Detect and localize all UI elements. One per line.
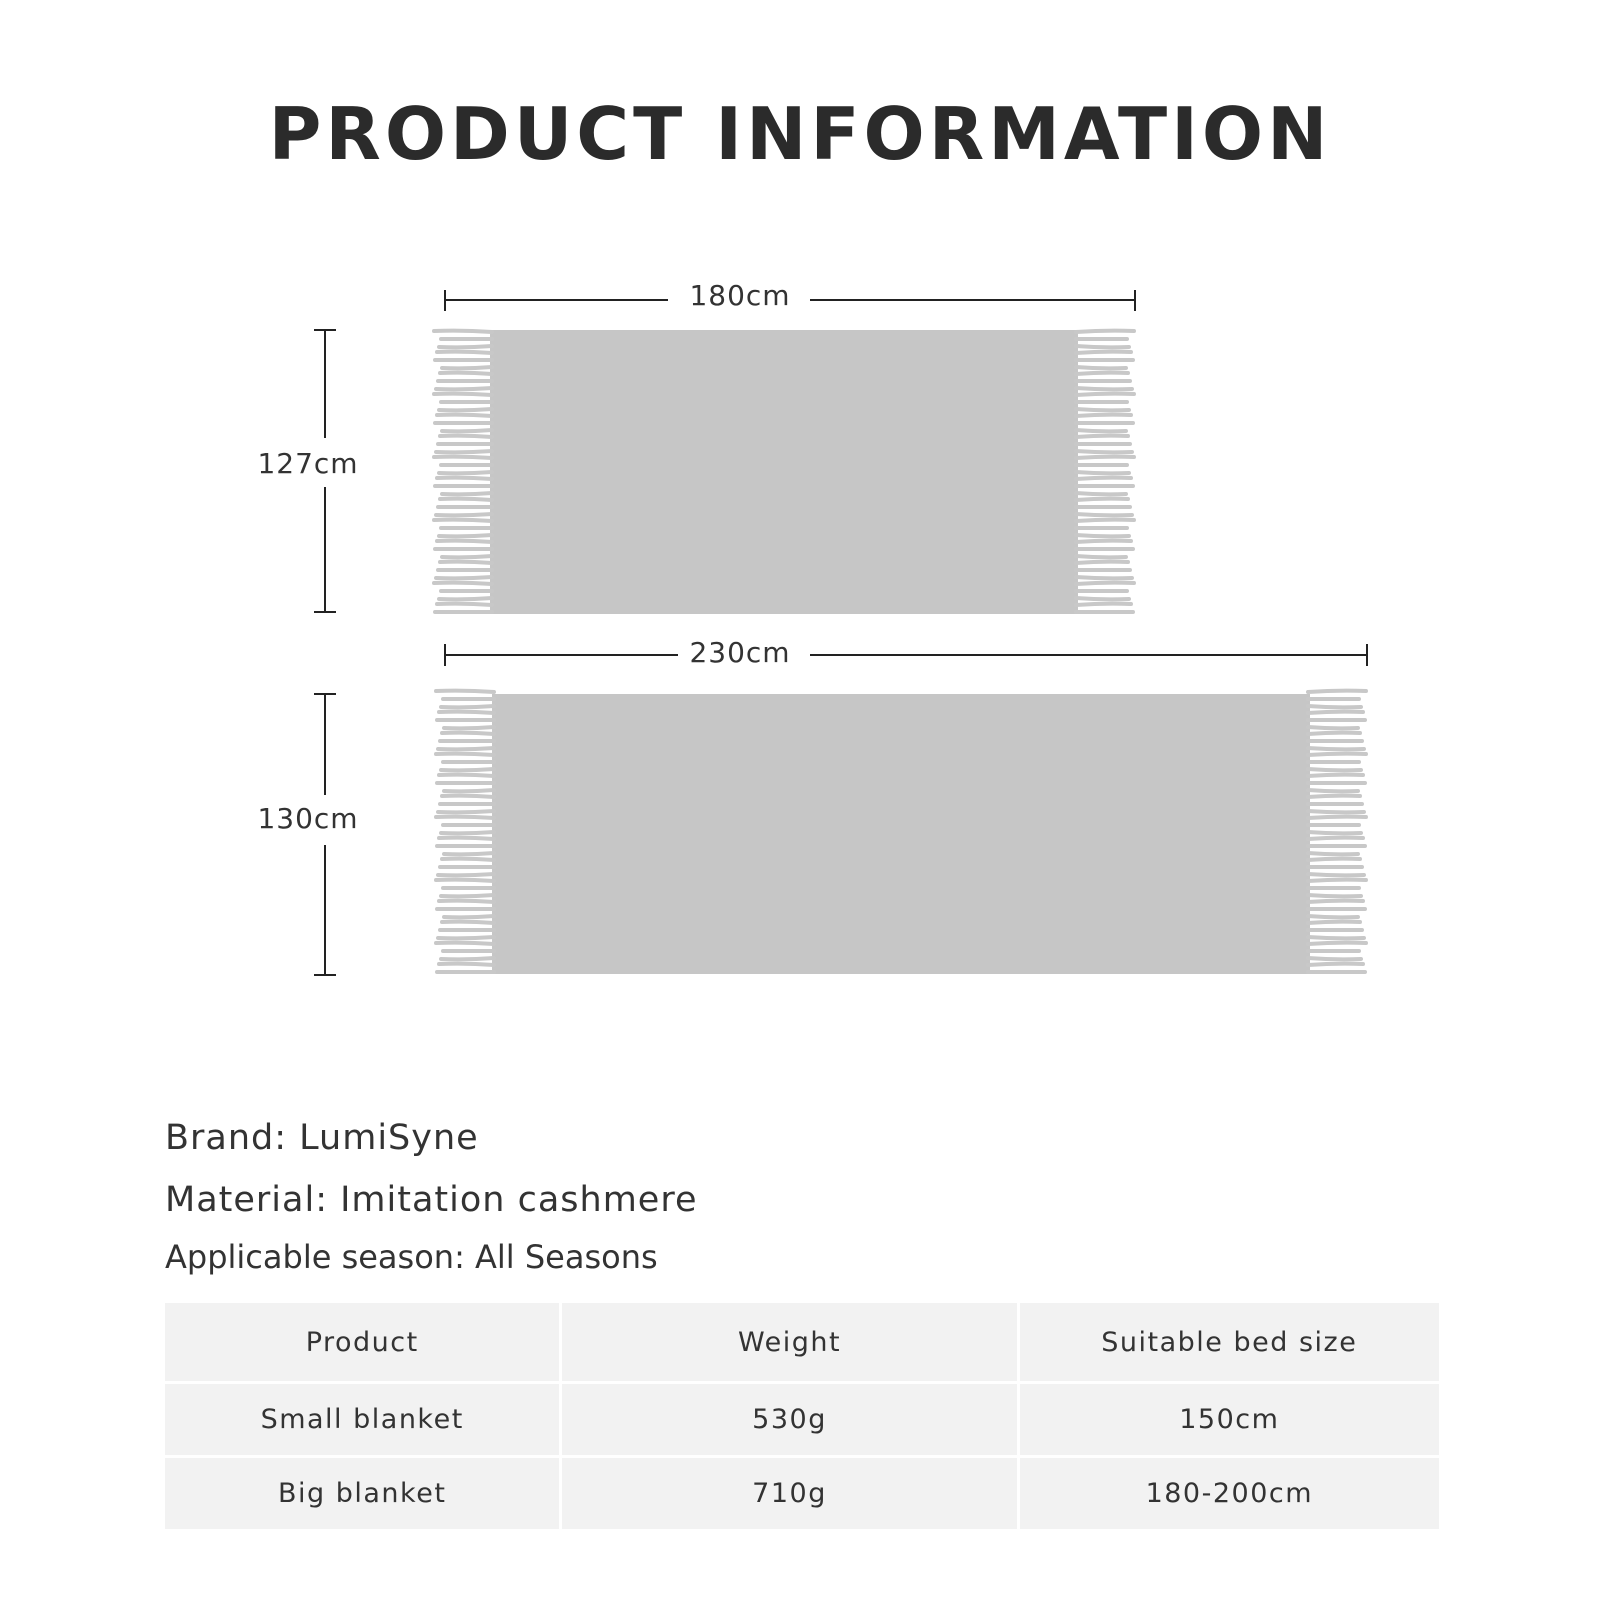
fringe-strand xyxy=(1308,838,1363,839)
fringe-strand xyxy=(1308,895,1361,896)
fringe-strand xyxy=(434,583,492,584)
fringe-strand xyxy=(437,604,492,605)
fringe-strand xyxy=(1076,373,1128,374)
fringe-strand xyxy=(436,514,492,515)
fringe-strand xyxy=(439,346,492,347)
fringe-strand xyxy=(440,562,492,563)
fringe-strand xyxy=(1076,388,1132,389)
fringe-strand xyxy=(442,493,492,494)
fringe-strand xyxy=(439,838,494,839)
fringe-strand xyxy=(441,958,494,959)
table-cell: Big blanket xyxy=(165,1458,559,1529)
fringe-strand xyxy=(444,790,494,791)
fringe-strand xyxy=(436,388,492,389)
fringe-strand xyxy=(1308,916,1358,917)
fringe-strand xyxy=(1076,415,1131,416)
fringe-strand xyxy=(1308,922,1360,923)
fringe-strand xyxy=(441,769,494,770)
small-height-dimension xyxy=(257,330,358,612)
fringe-strand xyxy=(1076,499,1128,500)
fringe-strand xyxy=(444,853,494,854)
table-cell: Small blanket xyxy=(165,1384,559,1455)
fringe-strand xyxy=(444,727,494,728)
fringe-strand xyxy=(1076,583,1134,584)
fringe-strand xyxy=(1308,727,1358,728)
fringe-strand xyxy=(442,430,492,431)
material-info: Material: Imitation cashmere xyxy=(165,1180,698,1220)
fringe-strand xyxy=(1308,754,1366,755)
fringe-strand xyxy=(1076,457,1134,458)
fringe-strand xyxy=(1308,937,1364,938)
big-blanket-left-fringe xyxy=(436,691,494,972)
fringe-strand xyxy=(439,964,494,965)
fringe-strand xyxy=(1308,706,1361,707)
fringe-strand xyxy=(436,691,494,692)
fringe-strand xyxy=(444,916,494,917)
fringe-strand xyxy=(1076,430,1126,431)
fringe-strand xyxy=(1308,874,1364,875)
fringe-strand xyxy=(1076,409,1129,410)
fringe-strand xyxy=(441,832,494,833)
fringe-strand xyxy=(1076,436,1128,437)
big-height-label: 130cm xyxy=(257,802,359,835)
fringe-strand xyxy=(1076,598,1129,599)
fringe-strand xyxy=(1308,853,1358,854)
fringe-strand xyxy=(1076,346,1129,347)
fringe-strand xyxy=(442,556,492,557)
fringe-strand xyxy=(437,352,492,353)
fringe-strand xyxy=(438,874,494,875)
fringe-strand xyxy=(1076,556,1126,557)
fringe-strand xyxy=(437,478,492,479)
brand-info: Brand: LumiSyne xyxy=(165,1118,479,1158)
table-header-row xyxy=(165,1303,1439,1381)
fringe-strand xyxy=(1308,733,1360,734)
fringe-strand xyxy=(1076,394,1134,395)
fringe-strand xyxy=(1076,577,1132,578)
fringe-strand xyxy=(439,775,494,776)
fringe-strand xyxy=(1308,796,1360,797)
spec-table xyxy=(162,1300,1442,1532)
fringe-strand xyxy=(434,520,492,521)
fringe-strand xyxy=(436,577,492,578)
fringe-strand xyxy=(1076,493,1126,494)
small-blanket xyxy=(434,330,1134,614)
fringe-strand xyxy=(1076,514,1132,515)
fringe-strand xyxy=(442,367,492,368)
fringe-strand xyxy=(438,748,494,749)
fringe-strand xyxy=(434,331,492,332)
big-height-dimension xyxy=(257,694,358,975)
table-cell: 710g xyxy=(562,1458,1016,1529)
fringe-strand xyxy=(1308,964,1363,965)
season-info: Applicable season: All Seasons xyxy=(165,1238,658,1276)
fringe-strand xyxy=(440,436,492,437)
small-width-dimension xyxy=(445,279,1135,312)
fringe-strand xyxy=(1308,817,1366,818)
small-height-label: 127cm xyxy=(257,447,359,480)
fringe-strand xyxy=(1076,352,1131,353)
fringe-strand xyxy=(436,754,494,755)
small-width-label: 180cm xyxy=(689,279,791,312)
fringe-strand xyxy=(436,880,494,881)
fringe-strand xyxy=(1076,472,1129,473)
big-width-label: 230cm xyxy=(689,636,791,669)
fringe-strand xyxy=(442,796,494,797)
fringe-strand xyxy=(1076,451,1132,452)
table-header-cell: Weight xyxy=(562,1303,1016,1381)
table-header-cell: Product xyxy=(165,1303,559,1381)
small-blanket-right-fringe xyxy=(1076,331,1134,612)
fringe-strand xyxy=(1308,712,1363,713)
fringe-strand xyxy=(440,499,492,500)
fringe-strand xyxy=(439,409,492,410)
fringe-strand xyxy=(1308,832,1361,833)
fringe-strand xyxy=(439,598,492,599)
fringe-strand xyxy=(441,895,494,896)
fringe-strand xyxy=(1076,331,1134,332)
big-width-dimension xyxy=(445,636,1367,669)
fringe-strand xyxy=(439,901,494,902)
fringe-strand xyxy=(439,472,492,473)
table-cell: 530g xyxy=(562,1384,1016,1455)
fringe-strand xyxy=(441,706,494,707)
fringe-strand xyxy=(1308,811,1364,812)
small-blanket-left-fringe xyxy=(434,331,492,612)
fringe-strand xyxy=(1308,790,1358,791)
fringe-strand xyxy=(436,817,494,818)
fringe-strand xyxy=(439,535,492,536)
fringe-strand xyxy=(442,859,494,860)
fringe-strand xyxy=(439,712,494,713)
fringe-strand xyxy=(1076,520,1134,521)
fringe-strand xyxy=(1076,604,1131,605)
fringe-strand xyxy=(1308,943,1366,944)
fringe-strand xyxy=(437,541,492,542)
fringe-strand xyxy=(434,394,492,395)
fringe-strand xyxy=(437,415,492,416)
fringe-strand xyxy=(438,811,494,812)
big-blanket xyxy=(436,691,1366,974)
fringe-strand xyxy=(442,922,494,923)
fringe-strand xyxy=(1308,901,1363,902)
fringe-strand xyxy=(442,733,494,734)
fringe-strand xyxy=(1308,958,1361,959)
fringe-strand xyxy=(1076,562,1128,563)
table-row xyxy=(165,1458,1439,1529)
fringe-strand xyxy=(434,457,492,458)
fringe-strand xyxy=(1308,769,1361,770)
fringe-strand xyxy=(440,373,492,374)
fringe-strand xyxy=(1076,535,1129,536)
fringe-strand xyxy=(1308,775,1363,776)
fringe-strand xyxy=(436,943,494,944)
fringe-strand xyxy=(1076,478,1131,479)
page-title: PRODUCT INFORMATION xyxy=(268,92,1332,176)
big-blanket-right-fringe xyxy=(1308,691,1366,972)
fringe-strand xyxy=(1308,748,1364,749)
fringe-strand xyxy=(436,451,492,452)
table-header-cell: Suitable bed size xyxy=(1020,1303,1439,1381)
fringe-strand xyxy=(1308,691,1366,692)
table-row xyxy=(165,1384,1439,1455)
fringe-strand xyxy=(438,937,494,938)
fringe-strand xyxy=(1076,367,1126,368)
fringe-strand xyxy=(1076,541,1131,542)
table-cell: 180-200cm xyxy=(1020,1458,1439,1529)
fringe-strand xyxy=(1308,880,1366,881)
fringe-strand xyxy=(1308,859,1360,860)
table-cell: 150cm xyxy=(1020,1384,1439,1455)
